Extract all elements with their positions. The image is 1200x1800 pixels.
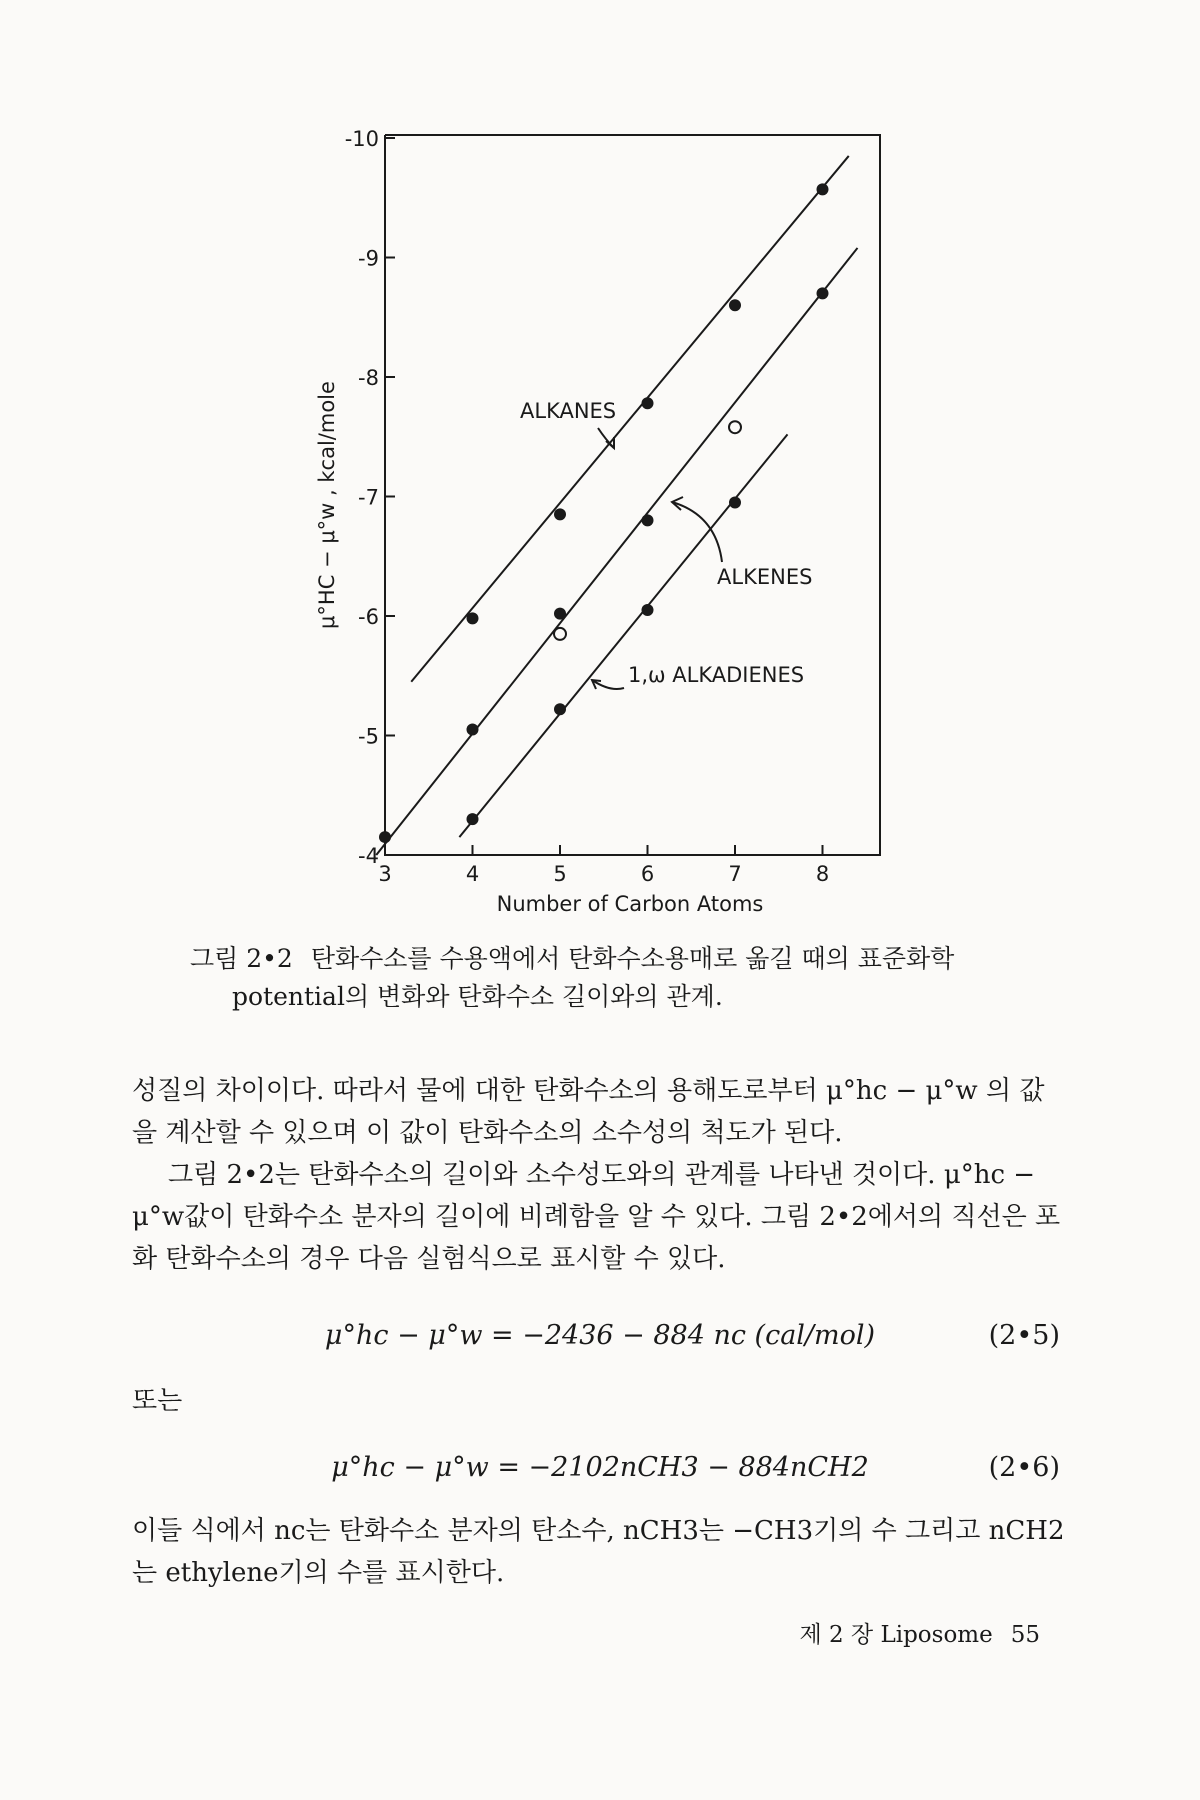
fit-line-series-2 [376, 248, 857, 855]
data-point [467, 813, 479, 825]
data-point [817, 183, 829, 195]
chart-ticks [315, 127, 829, 916]
equation-2-6-expression: μ°hc − μ°w = −2102nCH3 − 884nCH2 [331, 1452, 869, 1483]
x-tick-label: 6 [640, 862, 655, 886]
data-point-open [554, 628, 566, 640]
y-tick-label: -7 [358, 485, 379, 510]
caption-number: 그림 2•2 [190, 944, 293, 973]
equation-2-5-expression: μ°hc − μ°w = −2436 − 884 nc (cal/mol) [324, 1320, 876, 1351]
fit-line-series-1 [411, 156, 849, 682]
caption-line1: 탄화수소를 수용액에서 탄화수소용매로 옮길 때의 표준화학 [310, 944, 955, 973]
x-tick-label: 5 [553, 862, 567, 886]
chart-points [379, 183, 829, 843]
label-alkanes: ALKANES [520, 399, 617, 423]
chart-annotations [520, 399, 812, 689]
chart-axes [385, 135, 880, 855]
caption-line2: potential의 변화와 탄화수소 길이와의 관계. [232, 982, 723, 1011]
data-point-open [729, 421, 741, 433]
data-point [467, 724, 479, 736]
or-text: 또는 [132, 1386, 183, 1416]
body-paragraph-2: 그림 2•2는 탄화수소의 길이와 소수성도와의 관계를 나타낸 것이다. μ°hc − μ°w값이 탄화수소 분자의 길이에 비례함을 알 수 있다. 그림 2•2에서의 직선은 포화 탄화수소의 경우 다음 실험식으로 표시할 수 있다. [132, 1160, 1061, 1274]
y-axis-label: μ°HC − μ°w , kcal/mole [315, 381, 339, 629]
y-tick-label: -6 [358, 605, 379, 629]
data-point [467, 612, 479, 624]
footer-chapter: 제 2 장 Liposome [799, 1622, 993, 1648]
x-tick-label: 4 [465, 862, 480, 886]
data-point [642, 514, 654, 526]
equation-2-6 [132, 1448, 1068, 1488]
data-point [554, 703, 566, 715]
y-tick-label: -10 [344, 127, 379, 151]
y-tick-label: -9 [358, 246, 379, 271]
data-point [554, 508, 566, 520]
plot-frame [385, 135, 880, 855]
data-point [729, 496, 741, 508]
equation-2-5-number: (2•5) [988, 1320, 1060, 1351]
x-tick-label: 3 [378, 862, 392, 886]
data-point [554, 608, 566, 620]
x-tick-label: 7 [728, 862, 742, 886]
equation-2-6-number: (2•6) [988, 1452, 1060, 1483]
figure-caption [190, 940, 1070, 1016]
page-footer [760, 1620, 1040, 1650]
body-paragraph-1: 성질의 차이이다. 따라서 물에 대한 탄화수소의 용해도로부터 μ°hc − μ°w 의 값을 계산할 수 있으며 이 값이 탄화수소의 소수성의 척도가 된다. [132, 1076, 1045, 1148]
data-point [729, 299, 741, 311]
data-point [817, 287, 829, 299]
label-alkadienes: 1,ω ALKADIENES [628, 663, 805, 687]
data-point [642, 604, 654, 616]
x-tick-label: 8 [815, 862, 830, 886]
page-number: 55 [1010, 1622, 1040, 1648]
y-tick-label: -8 [358, 366, 379, 390]
arrow-alkenes [672, 502, 722, 562]
data-point [379, 831, 391, 843]
y-tick-label: -4 [358, 844, 379, 868]
fit-line-series-3 [459, 434, 787, 837]
chart-fit-lines [376, 156, 857, 855]
label-alkenes: ALKENES [717, 565, 813, 589]
equation-2-5 [132, 1316, 1068, 1356]
data-point [642, 397, 654, 409]
body-paragraph-3: 이들 식에서 nc는 탄화수소 분자의 탄소수, nCH3는 −CH3기의 수 그리고 nCH2는 ethylene기의 수를 표시한다. [132, 1516, 1065, 1588]
x-axis-label: Number of Carbon Atoms [496, 892, 764, 916]
y-tick-label: -5 [358, 724, 379, 749]
